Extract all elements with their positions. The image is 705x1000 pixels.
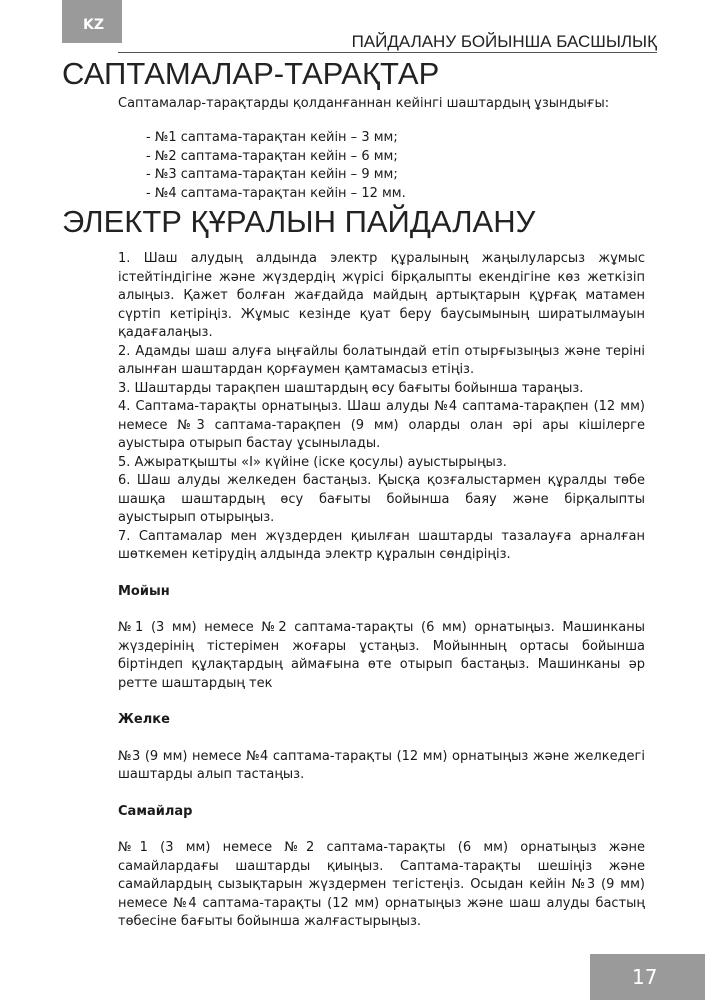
section-title-usage: ЭЛЕКТР ҚҰРАЛЫН ПАЙДАЛАНУ: [62, 204, 536, 239]
list-item: - №4 саптама-тарақтан кейін – 12 мм.: [146, 185, 406, 201]
subheading-nape: Желке: [118, 712, 170, 727]
header-divider: [118, 52, 657, 53]
usage-step: 1. Шаш алудың алдында электр құралының жаңылуларсыз жұмыс істейтіндігіне және жүздердің жүрісі бірқалыпты екендігіне көз жеткізіп алыңыз. Қажет болған жағдайда майдың артықтарын құрғақ матамен сүртіп кетіріңіз. Жұмыс кезінде қуат беру баусымының ширатылмауын қадағалаңыз.: [118, 251, 645, 340]
usage-step: 5. Ажыратқышты «I» күйіне (іске қосулы) ауыстырыңыз.: [118, 454, 507, 470]
usage-step: 2. Адамды шаш алуға ыңғайлы болатындай етіп отырғызыңыз және теріні алынған шаштардан қорғаумен қамтамасыз етіңіз.: [118, 343, 645, 377]
usage-step: 6. Шаш алуды желкеден бастаңыз. Қысқа қозғалыстармен құралды төбе шашқа шаштардың өсу бағыты бойынша баяу және бірқалыпты ауыстырып отырыңыз.: [118, 473, 645, 525]
manual-header-title: ПАЙДАЛАНУ БОЙЫНША БАСШЫЛЫҚ: [351, 32, 657, 51]
attachment-length-list: [146, 129, 406, 203]
list-item: - №3 саптама-тарақтан кейін – 9 мм;: [146, 167, 398, 182]
page-number: 17: [590, 954, 705, 1000]
subheading-temples: Самайлар: [118, 803, 193, 819]
nape-paragraph: №3 (9 мм) немесе №4 саптама-тарақты (12 мм) орнатыңыз және желкедегі шаштарды алып тастаңыз.: [118, 748, 645, 782]
usage-step: 3. Шаштарды тарақпен шаштардың өсу бағыты бойынша тараңыз.: [118, 380, 584, 396]
usage-step: 7. Саптамалар мен жүздерден қиылған шаштарды тазалауға арналған шөткемен кетірудің алдында электр құралын сөндіріңіз.: [118, 528, 645, 562]
temples-paragraph: №1 (3 мм) немесе №2 саптама-тарақты (6 мм) орнатыңыз және самайлардағы шаштарды қиыңыз. Саптама-тарақты шешіңіз және самайлардың сызықтарын жүздермен тегістеңіз. Осыдан кейін №3 (9 мм) немесе №4 саптама-тарақты (12 мм) орнатыңыз және шаш алуды бастың төбесіне бағыты бойынша жалғастырыңыз.: [118, 840, 645, 929]
section-title-attachments: САПТАМАЛАР-ТАРАҚТАР: [62, 56, 440, 91]
attachments-intro: Саптамалар-тарақтарды қолданғаннан кейінгі шаштардың ұзындығы:: [118, 96, 610, 111]
list-item: - №1 саптама-тарақтан кейін – 3 мм;: [146, 130, 398, 145]
neck-paragraph: №1 (3 мм) немесе №2 саптама-тарақты (6 мм) орнатыңыз. Машинканы жүздерінің тістерімен жоғары ұстаңыз. Мойынның ортасы бойынша біртіндеп құлақтардың аймағына өте отырып бастаңыз. Машинканы әр ретте шаштардың тек: [118, 620, 645, 691]
subheading-neck: Мойын: [118, 583, 170, 599]
language-tab: KZ: [62, 0, 122, 43]
list-item: - №2 саптама-тарақтан кейін – 6 мм;: [146, 148, 398, 164]
usage-content: [118, 250, 645, 932]
usage-step: 4. Саптама-тарақты орнатыңыз. Шаш алуды №4 саптама-тарақпен (12 мм) немесе №3 саптама-тарақпен (9 мм) оларды олан әрі ары кішілерге ауыстыра отырып бастау ұсынылады.: [118, 399, 645, 451]
